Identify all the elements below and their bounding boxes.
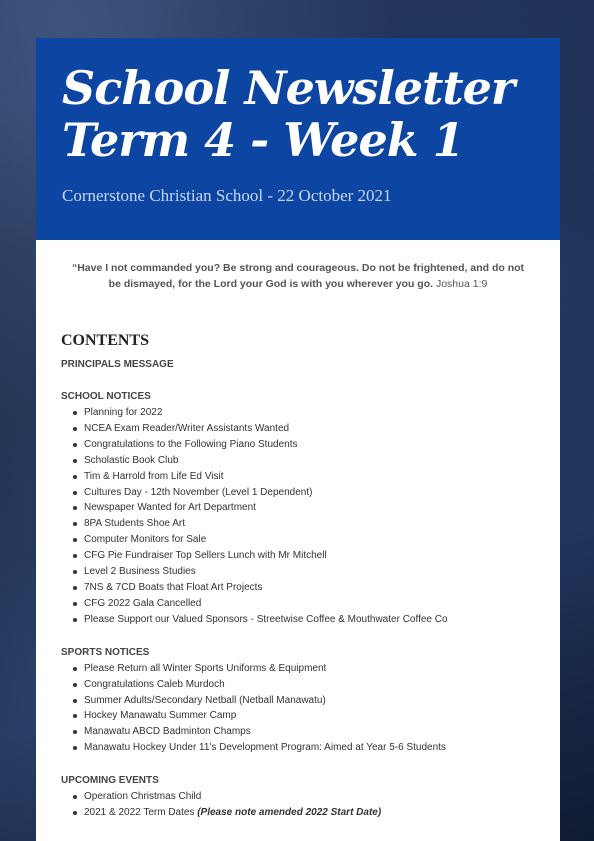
title-line-1: School Newsletter xyxy=(62,61,515,115)
list-item[interactable]: Operation Christmas Child xyxy=(73,789,535,805)
quote-text: “Have I not commanded you? Be strong and courageous. Do not be frightened, and do not be dismayed, for the Lord your God is with you wherever you go. xyxy=(71,262,525,290)
list-item[interactable]: Manawatu ABCD Badminton Champs xyxy=(73,724,535,740)
list-item[interactable]: 8PA Students Shoe Art xyxy=(73,516,535,532)
list-item[interactable]: 7NS & 7CD Boats that Float Art Projects xyxy=(73,580,535,596)
list-item[interactable]: Planning for 2022 xyxy=(73,405,535,421)
list-item[interactable]: Hockey Manawatu Summer Camp xyxy=(73,708,535,724)
list-item[interactable]: Manawatu Hockey Under 11's Development Program: Aimed at Year 5-6 Students xyxy=(73,740,535,756)
upcoming-events-section xyxy=(61,774,535,821)
list-item[interactable]: Computer Monitors for Sale xyxy=(73,532,535,548)
quote-reference: Joshua 1:9 xyxy=(433,278,488,290)
upcoming-events-heading[interactable]: UPCOMING EVENTS xyxy=(61,775,159,787)
list-item[interactable]: CFG Pie Fundraiser Top Sellers Lunch with Mr Mitchell xyxy=(73,548,535,564)
newsletter-header xyxy=(36,38,560,240)
scripture-quote xyxy=(36,240,560,292)
list-item[interactable]: Cultures Day - 12th November (Level 1 Dependent) xyxy=(73,485,535,501)
sports-notices-section xyxy=(61,646,535,756)
list-item[interactable]: Please Support our Valued Sponsors - Streetwise Coffee & Mouthwater Coffee Co xyxy=(73,612,535,628)
newsletter-subtitle: Cornerstone Christian School - 22 October 2021 xyxy=(62,186,392,205)
school-notices-heading[interactable]: SCHOOL NOTICES xyxy=(61,391,151,402)
list-item[interactable]: Congratulations to the Following Piano Students xyxy=(73,437,535,453)
title-line-2: Term 4 - Week 1 xyxy=(62,113,464,167)
list-item[interactable]: Level 2 Business Studies xyxy=(73,564,535,580)
school-notices-list xyxy=(61,405,535,628)
list-item[interactable]: Please Return all Winter Sports Uniforms & Equipment xyxy=(73,661,535,677)
list-item[interactable]: Congratulations Caleb Murdoch xyxy=(73,677,535,693)
list-item[interactable]: Scholastic Book Club xyxy=(73,453,535,469)
term-dates-note: (Please note amended 2022 Start Date) xyxy=(197,807,382,819)
upcoming-events-list xyxy=(61,789,535,821)
sports-notices-list xyxy=(61,661,535,756)
principals-message-link[interactable]: PRINCIPALS MESSAGE xyxy=(61,359,174,370)
list-item[interactable]: Summer Adults/Secondary Netball (Netball Manawatu) xyxy=(73,693,535,709)
contents-heading: CONTENTS xyxy=(61,332,150,349)
newsletter-title xyxy=(62,62,534,166)
list-item[interactable]: NCEA Exam Reader/Writer Assistants Wanted xyxy=(73,421,535,437)
list-item[interactable] xyxy=(73,805,535,821)
list-item[interactable]: Newspaper Wanted for Art Department xyxy=(73,500,535,516)
list-item[interactable]: Tim & Harrold from Life Ed Visit xyxy=(73,469,535,485)
term-dates-text: 2021 & 2022 Term Dates xyxy=(84,807,198,819)
newsletter-card xyxy=(36,38,560,841)
school-notices-section xyxy=(61,390,535,628)
contents-section xyxy=(36,332,560,821)
sports-notices-heading[interactable]: SPORTS NOTICES xyxy=(61,646,150,658)
list-item[interactable]: CFG 2022 Gala Cancelled xyxy=(73,596,535,612)
